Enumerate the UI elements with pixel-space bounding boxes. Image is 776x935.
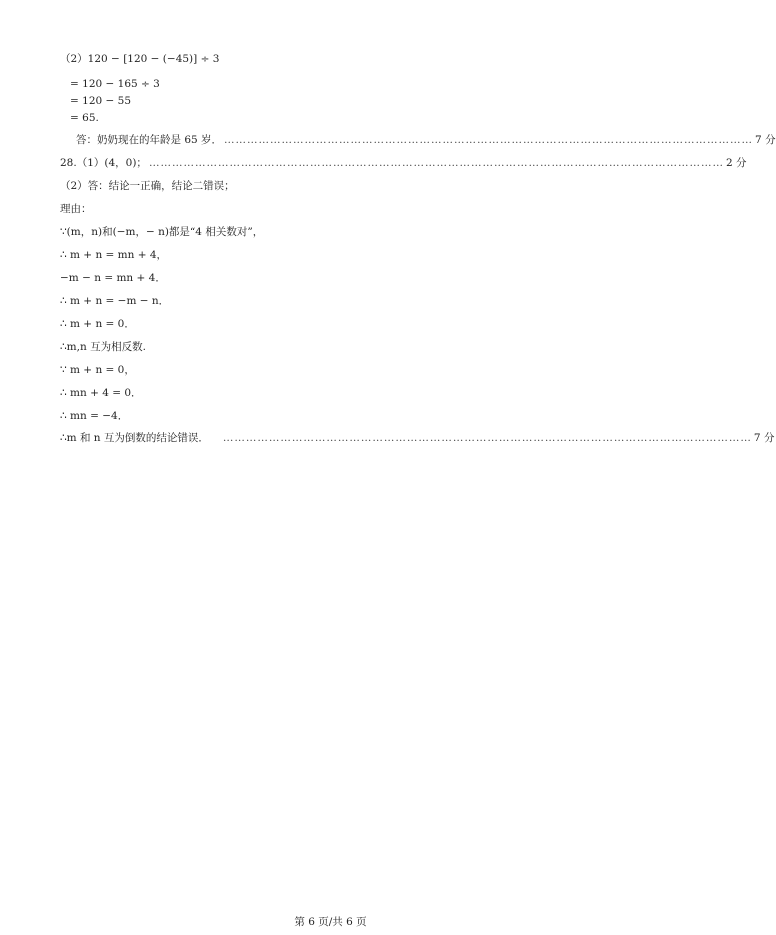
proof-line-1: ∵(m，n)和(−m，− n)都是“4 相关数对”， [60,226,264,238]
proof-line-5: ∴ m + n = 0． [60,318,135,330]
q27-score: 7 分 [755,134,776,146]
q27-answer-line [76,133,776,147]
q28-conclusion-line [60,431,775,445]
q28-part2-text: （2）答：结论一正确，结论二错误； [60,180,235,192]
proof-line-9: ∴ mn = −4． [60,410,129,422]
q27-step-1: = 120 − 165 ÷ 3 [70,78,160,90]
q27-part2-expression: （2）120 − [120 − (−45)] ÷ 3 [60,53,220,65]
dot-leader: ………………………………………………………………………………………………………………………… [222,432,752,444]
proof-line-3: −m − n = mn + 4． [60,272,166,284]
proof-line-6: ∴m,n 互为相反数. [60,341,146,353]
q28-part1-text: 28.（1）(4，0)； [60,157,147,169]
reason-label: 理由： [60,203,92,215]
q28-part1-line [60,156,747,170]
q28-conclusion-text: ∴m 和 n 互为倒数的结论错误． [60,432,209,444]
q28-part1-score: 2 分 [725,157,747,169]
dot-leader: …………………………………………………………………………………………………………………………………… [148,157,724,169]
q27-step-2: = 120 − 55 [70,95,132,107]
q27-step-3: = 65. [70,112,99,124]
page-footer: 第 6 页/共 6 页 [294,916,367,928]
proof-line-4: ∴ m + n = −m − n． [60,295,170,307]
q28-conclusion-score: 7 分 [753,432,775,444]
proof-line-2: ∴ m + n = mn + 4， [60,249,168,261]
q27-answer-text: 答：奶奶现在的年龄是 65 岁． [76,134,223,146]
proof-line-8: ∴ mn + 4 = 0． [60,387,142,399]
dot-leader: ………………………………………………………………………………………………………………………… [224,134,754,146]
proof-line-7: ∵ m + n = 0， [60,364,135,376]
